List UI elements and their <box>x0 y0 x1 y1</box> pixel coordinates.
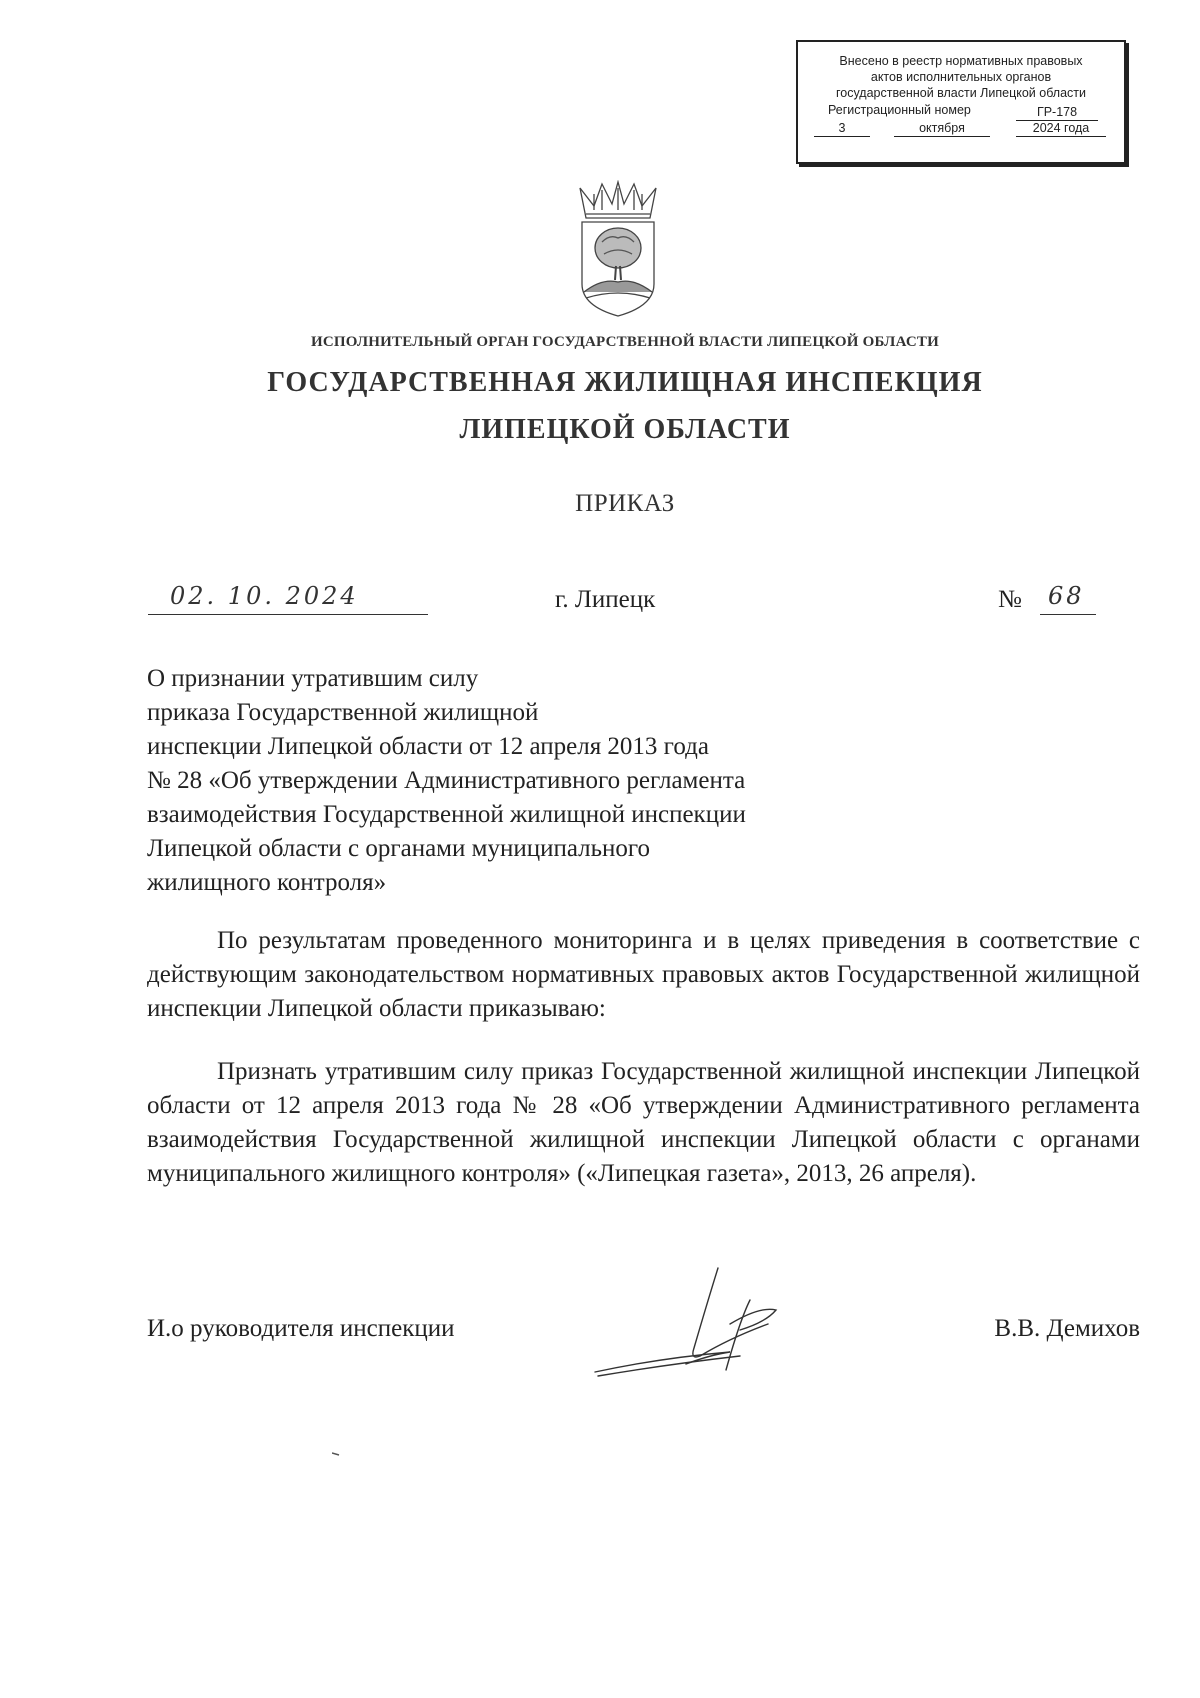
subject-line: Липецкой области с органами муниципального <box>147 835 651 862</box>
organization-name-line-1: ГОСУДАРСТВЕННАЯ ЖИЛИЩНАЯ ИНСПЕКЦИЯ <box>267 367 983 398</box>
stamp-line-3: государственной власти Липецкой области <box>835 86 1087 100</box>
body-paragraph-1 <box>147 924 1140 1026</box>
handwritten-signature <box>590 1260 810 1390</box>
stamp-registration-row <box>798 102 1124 120</box>
subject-line: жилищного контроля» <box>147 869 387 896</box>
registry-stamp <box>796 40 1126 164</box>
scan-speck <box>332 1452 340 1456</box>
coat-of-arms-emblem <box>572 180 664 320</box>
document-type: ПРИКАЗ <box>575 490 675 517</box>
stamp-date-day: 3 <box>814 120 870 137</box>
paragraph-text: По результатам проведенного мониторинга и в целях приведения в соответствие с действующим законодательством нормативных правовых актов Государственной жилищной инспекции Липецкой области приказываю: <box>147 927 1140 1022</box>
signatory-position: И.о руководителя инспекции <box>147 1315 455 1342</box>
body-paragraph-2 <box>147 1055 1140 1191</box>
handwritten-date: 02. 10. 2024 <box>170 582 359 610</box>
subject-line: О признании утратившим силу <box>147 665 479 692</box>
date-field <box>148 582 428 615</box>
number-field <box>1040 582 1096 615</box>
subject-line: инспекции Липецкой области от 12 апреля 2013 года <box>147 733 709 760</box>
subject-line: № 28 «Об утверждении Административного регламента <box>147 767 746 794</box>
paragraph-text: Признать утратившим силу приказ Государственной жилищной инспекции Липецкой области от 12 апреля 2013 года № 28 «Об утверждении Административного регламента взаимодействия Государственной жилищной инспекции Липецкой области с органами муниципального жилищного контроля» («Липецкая газета», 2013, 26 апреля). <box>147 1058 1140 1187</box>
stamp-date-month: октября <box>894 120 990 137</box>
number-sign: № <box>998 586 1022 613</box>
city: г. Липецк <box>555 586 656 613</box>
signatory-name: В.В. Демихов <box>994 1315 1140 1342</box>
issuing-authority: ИСПОЛНИТЕЛЬНЫЙ ОРГАН ГОСУДАРСТВЕННОЙ ВЛАСТИ ЛИПЕЦКОЙ ОБЛАСТИ <box>311 334 939 350</box>
subject-line: взаимодействия Государственной жилищной инспекции <box>147 801 746 828</box>
stamp-registration-label: Регистрационный номер <box>828 103 971 117</box>
handwritten-number: 68 <box>1048 582 1085 610</box>
organization-name-line-2: ЛИПЕЦКОЙ ОБЛАСТИ <box>459 414 791 445</box>
stamp-registration-number: ГР-178 <box>1016 104 1098 121</box>
document-subject <box>147 662 746 900</box>
stamp-line-1: Внесено в реестр нормативных правовых <box>839 54 1083 68</box>
stamp-date-row <box>798 120 1124 138</box>
subject-line: приказа Государственной жилищной <box>147 699 539 726</box>
stamp-date-year: 2024 года <box>1016 120 1106 137</box>
stamp-line-2: актов исполнительных органов <box>870 70 1052 84</box>
